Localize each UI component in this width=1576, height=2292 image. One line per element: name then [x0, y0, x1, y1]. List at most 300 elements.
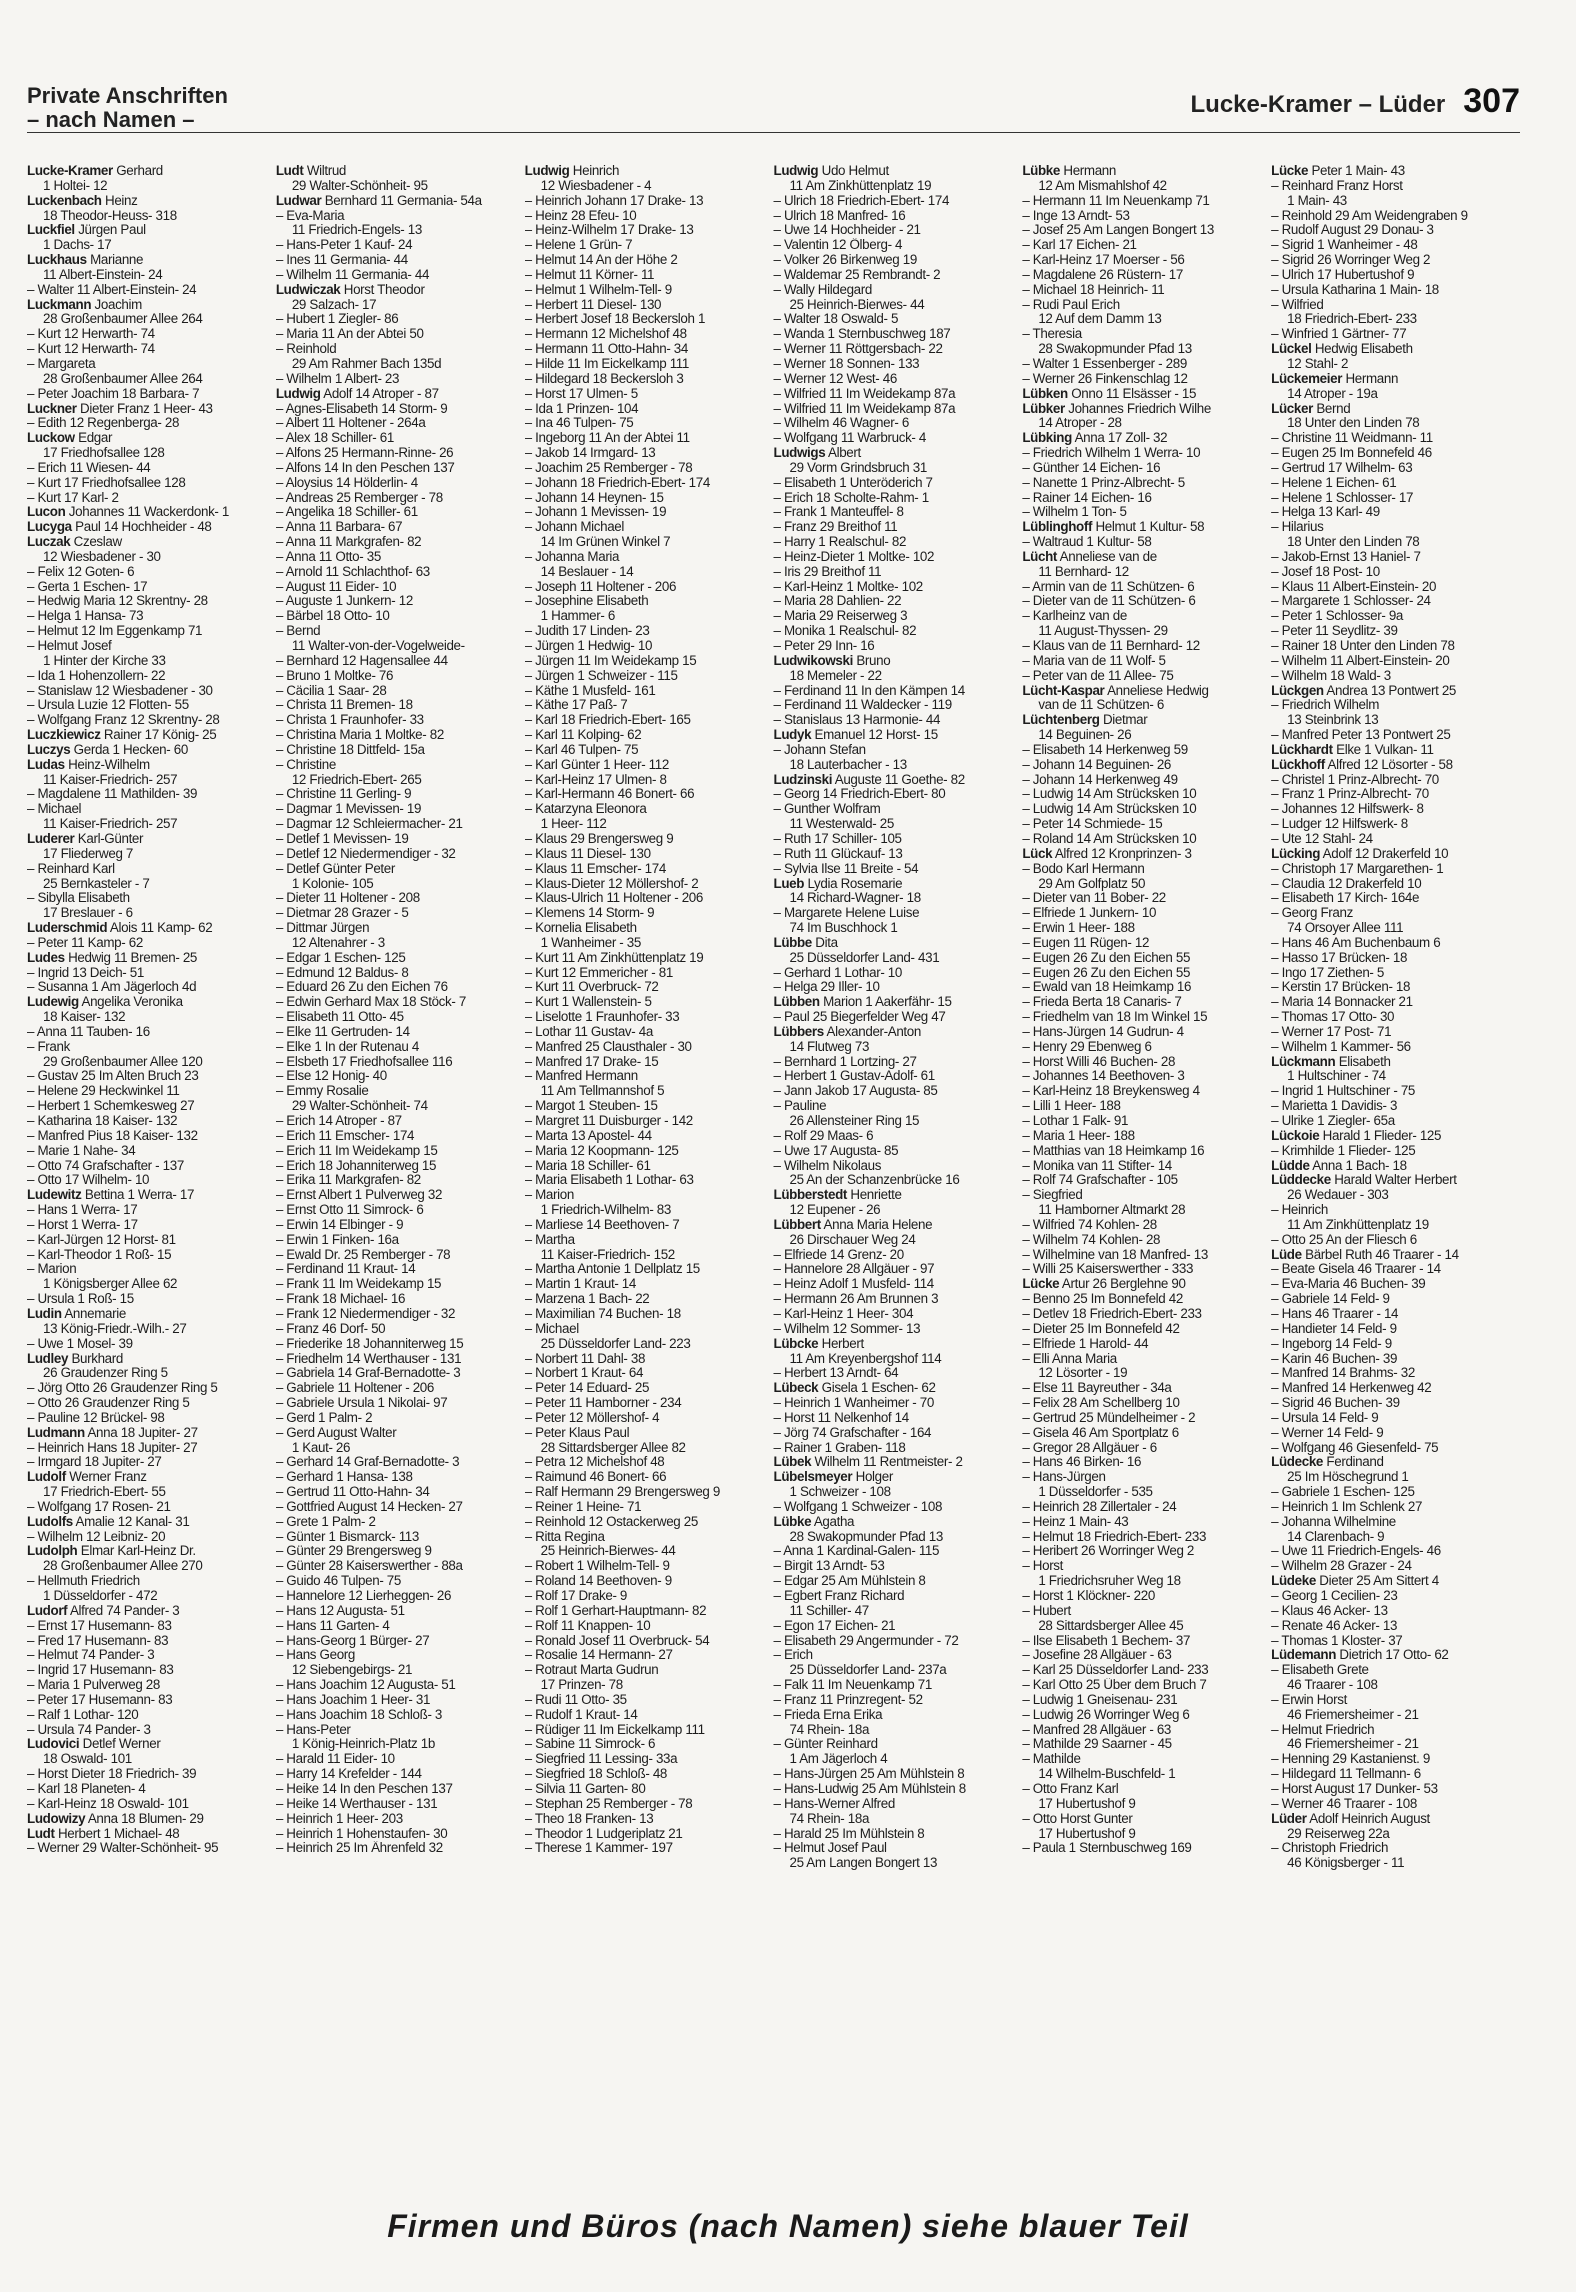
entry-rest: Hans-Jürgen: [1032, 1470, 1106, 1485]
directory-entry-same-surname: – Peter van de 11 Allee- 75: [1022, 668, 1174, 683]
entry-rest: Friedhelm 14 Werthauser - 131: [286, 1351, 462, 1366]
directory-entry-same-surname: – Anna 11 Otto- 35: [275, 549, 381, 564]
directory-entry-same-surname: – Anna 1 Kardinal-Galen- 115: [773, 1544, 940, 1559]
directory-entry-same-surname: – Frank 18 Michael- 16: [275, 1292, 406, 1307]
entry-rest: Gerhard 1 Hansa- 138: [286, 1470, 413, 1485]
directory-entry-same-surname: – Rolf 17 Drake- 9: [524, 1589, 628, 1603]
directory-entry-same-surname: – Kornelia Elisabeth: [524, 921, 637, 936]
entry-rest: Hasso 17 Brücken- 18: [1281, 950, 1408, 965]
directory-entry-same-surname: – Heinrich 25 Im Ährenfeld 32: [275, 1841, 443, 1856]
entry-rest: Dietrich 17 Otto- 62: [1339, 1648, 1449, 1663]
entry-rest: Hedwig Maria 12 Skrentny- 28: [37, 594, 208, 609]
directory-entry-same-surname: – Peter 11 Kamp- 62: [27, 935, 143, 950]
entry-rest: Gerhard 1 Lothar- 10: [783, 965, 903, 980]
directory-entry-continuation: 17 Hubertushof 9: [1038, 1796, 1136, 1811]
directory-entry-same-surname: – Edgar 1 Eschen- 125: [275, 950, 406, 965]
directory-entry-same-surname: – Johanna Wilhelmine: [1271, 1514, 1396, 1529]
directory-entry-same-surname: – Pauline: [773, 1099, 827, 1114]
directory-entry-continuation: 1 Kaut- 26: [291, 1440, 351, 1455]
directory-entry-same-surname: – Wilhelm 1 Kammer- 56: [1271, 1039, 1411, 1054]
directory-entry-same-surname: – Fred 17 Husemann- 83: [27, 1633, 169, 1648]
surname: Lucke-Kramer: [27, 164, 113, 178]
directory-entry-continuation: 28 Sittardsberger Allee 82: [540, 1440, 686, 1455]
directory-entry-same-surname: – Ulrich 18 Manfred- 16: [773, 208, 906, 223]
directory-entry-same-surname: – Thomas 17 Otto- 30: [1271, 1010, 1395, 1025]
directory-entry-same-surname: – Maria 1 Heer- 188: [1022, 1128, 1135, 1143]
directory-entry-same-surname: – Gertrud 11 Otto-Hahn- 34: [275, 1485, 430, 1500]
directory-entry-same-surname: – Johann 14 Beguinen- 26: [1022, 757, 1172, 772]
directory-entry-head: [1271, 1455, 1514, 1470]
directory-entry-same-surname: – Helmut 12 Im Eggenkamp 71: [27, 624, 203, 639]
directory-entry-same-surname: – Beate Gisela 46 Traarer - 14: [1271, 1262, 1441, 1277]
entry-rest: Ewald Dr. 25 Remberger - 78: [286, 1247, 451, 1262]
directory-entry-same-surname: – Horst Willi 46 Buchen- 28: [1022, 1054, 1176, 1069]
entry-rest: Rolf 11 Knappen- 10: [535, 1618, 651, 1633]
directory-entry-same-surname: – Maria 12 Koopmann- 125: [524, 1143, 679, 1158]
directory-entry-same-surname: – Ludwig 14 Am Strücksken 10: [1022, 802, 1197, 817]
directory-entry-same-surname: – Ronald Josef 11 Overbruck- 54: [524, 1633, 710, 1648]
directory-entry-same-surname: – Manfred Peter 13 Pontwert 25: [1271, 728, 1451, 743]
entry-rest: Erich 11 Emscher- 174: [286, 1128, 415, 1143]
running-head-line1: Private Anschriften: [27, 83, 228, 108]
surname: Lübbert: [773, 1217, 821, 1232]
directory-entry-head: [27, 995, 270, 1010]
directory-entry-head: [27, 194, 270, 209]
entry-rest: Klaus 11 Emscher- 174: [535, 861, 666, 876]
directory-entry-same-surname: – Theodor 1 Ludgeriplatz 21: [524, 1826, 683, 1841]
entry-rest: Herbert 1 Gustav-Adolf- 61: [783, 1069, 935, 1084]
directory-entry-same-surname: – Erich: [773, 1648, 813, 1663]
entry-rest: Elisabeth 1 Unteröderich 7: [783, 475, 933, 490]
entry-rest: Ludger 12 Hilfswerk- 8: [1281, 817, 1408, 832]
directory-entry-same-surname: – Bernd: [275, 624, 321, 639]
directory-entry-same-surname: – Albert 11 Holtener - 264a: [275, 416, 426, 431]
directory-entry-same-surname: – Hans 12 Augusta- 51: [275, 1603, 405, 1618]
directory-entry-same-surname: – Paul 25 Biegerfelder Weg 47: [773, 1010, 946, 1025]
directory-entry-same-surname: – Wilhelm 74 Kohlen- 28: [1022, 1232, 1161, 1247]
entry-rest: Udo Helmut: [821, 164, 889, 178]
directory-entry-same-surname: – Norbert 11 Dahl- 38: [524, 1351, 646, 1366]
entry-rest: Franz 46 Dorf- 50: [286, 1321, 386, 1336]
entry-rest: Herbert 1 Schemkesweg 27: [37, 1099, 195, 1114]
directory-entry-continuation: 1 Düsseldorfer - 472: [43, 1589, 158, 1603]
directory-entry-same-surname: – Lilli 1 Heer- 188: [1022, 1099, 1121, 1114]
directory-entry-same-surname: – Horst 1 Klöckner- 220: [1022, 1589, 1155, 1603]
directory-entry-continuation: 1 Hultschiner - 74: [1287, 1069, 1386, 1084]
entry-rest: Margarete 1 Schlosser- 24: [1281, 594, 1431, 609]
entry-rest: Heinz-Wilhelm: [68, 757, 150, 772]
directory-entry-head: [27, 520, 270, 535]
surname: Lüdeke: [1271, 1574, 1316, 1589]
entry-rest: Dita: [815, 935, 838, 950]
entry-rest: Helga 29 Iller- 10: [783, 980, 880, 995]
entry-rest: Arnold 11 Schlachthof- 63: [285, 564, 430, 579]
directory-entry-same-surname: – Wilhelm 11 Germania- 44: [275, 267, 430, 282]
entry-rest: Heinrich 1 Im Schlenk 27: [1281, 1499, 1423, 1514]
directory-entry-same-surname: – Rainer 14 Eichen- 16: [1022, 490, 1152, 505]
directory-entry-same-surname: – Karl 46 Tulpen- 75: [524, 742, 639, 757]
directory-entry-same-surname: – Volker 26 Birkenweg 19: [773, 253, 917, 268]
directory-entry-same-surname: – Kurt 12 Herwarth- 74: [27, 327, 155, 342]
entry-rest: Wolfgang 17 Rosen- 21: [37, 1499, 171, 1514]
directory-entry-same-surname: – Waldemar 25 Rembrandt- 2: [773, 267, 941, 282]
entry-rest: Handieter 14 Feld- 9: [1281, 1321, 1397, 1336]
directory-entry-same-surname: – Hasso 17 Brücken- 18: [1271, 950, 1408, 965]
entry-rest: Heinz-Dieter 1 Moltke- 102: [783, 549, 935, 564]
directory-entry-continuation: 74 Im Buschhock 1: [789, 921, 898, 936]
directory-entry-continuation: 11 Am Zinkhüttenplatz 19: [1287, 1217, 1429, 1232]
directory-entry-same-surname: – Wilfried: [1271, 297, 1324, 312]
directory-entry-same-surname: – Werner 14 Feld- 9: [1271, 1425, 1384, 1440]
entry-rest: Karl-Günter: [77, 831, 144, 846]
entry-rest: Elfriede 1 Junkern- 10: [1032, 906, 1157, 921]
entry-rest: Karl-Heinz 17 Moerser - 56: [1032, 253, 1185, 268]
entry-rest: Inge 13 Arndt- 53: [1032, 208, 1130, 223]
entry-rest: Maria van de 11 Wolf- 5: [1032, 653, 1166, 668]
entry-rest: Johannes Friedrich Wilhe: [1068, 401, 1211, 416]
entry-rest: Erich 18 Scholte-Rahm- 1: [783, 490, 929, 505]
directory-entry-same-surname: – Hans-Jürgen: [1022, 1470, 1106, 1485]
entry-rest: Käthe 1 Musfeld- 161: [535, 683, 656, 698]
entry-rest: Johann 1 Mevissen- 19: [535, 505, 667, 520]
entry-rest: Elke 11 Gertruden- 14: [286, 1024, 410, 1039]
directory-entry-same-surname: – Robert 1 Wilhelm-Tell- 9: [524, 1559, 670, 1574]
directory-entry-same-surname: – Maximilian 74 Buchen- 18: [524, 1306, 681, 1321]
directory-entry-same-surname: – Werner 12 West- 46: [773, 371, 897, 386]
entry-rest: Franz 11 Prinzregent- 52: [783, 1692, 923, 1707]
directory-entry-same-surname: – Maria 28 Dahlien- 22: [773, 594, 902, 609]
entry-rest: Norbert 1 Kraut- 64: [535, 1366, 644, 1381]
directory-entry-same-surname: – Gustav 25 Im Alten Bruch 23: [27, 1069, 199, 1084]
surname: Luckner: [27, 401, 77, 416]
entry-rest: Kurt 17 Friedhofsallee 128: [37, 475, 186, 490]
entry-rest: Robert 1 Wilhelm-Tell- 9: [535, 1559, 670, 1574]
directory-entry-same-surname: – Maria 18 Schiller- 61: [524, 1158, 651, 1173]
directory-entry-same-surname: – Gerta 1 Eschen- 17: [27, 579, 148, 594]
directory-entry-head: [27, 253, 270, 268]
entry-rest: Klaus 11 Albert-Einstein- 20: [1281, 579, 1437, 594]
directory-entry-same-surname: – Horst August 17 Dunker- 53: [1271, 1781, 1438, 1796]
directory-entry-continuation: 17 Prinzen- 78: [540, 1678, 623, 1693]
directory-entry-same-surname: – Marta 13 Apostel- 44: [524, 1128, 652, 1143]
entry-rest: Frieda Erna Erika: [783, 1707, 883, 1722]
entry-rest: Hans 1 Werra- 17: [37, 1203, 138, 1218]
directory-entry-continuation: 28 Großenbaumer Allee 264: [43, 312, 203, 327]
entry-rest: Franz 29 Breithof 11: [783, 520, 898, 535]
directory-entry-same-surname: – Christine 11 Gerling- 9: [275, 787, 412, 802]
directory-entry-same-surname: – Heinz 1 Main- 43: [1022, 1514, 1129, 1529]
directory-entry-continuation: 1 Main- 43: [1287, 193, 1347, 208]
entry-rest: Grete 1 Palm- 2: [286, 1514, 376, 1529]
directory-entry-same-surname: – Theresia: [1022, 327, 1082, 342]
entry-rest: Andrea 13 Pontwert 25: [1326, 683, 1457, 698]
directory-entry-same-surname: – Günter Reinhard: [773, 1737, 878, 1752]
entry-rest: Lothar 11 Gustav- 4a: [535, 1024, 653, 1039]
entry-rest: Alexander-Anton: [826, 1024, 921, 1039]
entry-rest: Dieter 25 Im Bonnefeld 42: [1032, 1321, 1180, 1336]
directory-entry-same-surname: – Peter 12 Möllershof- 4: [524, 1410, 660, 1425]
entry-rest: Hermann 26 Am Brunnen 3: [783, 1292, 939, 1307]
entry-rest: Bernhard 1 Lortzing- 27: [783, 1054, 917, 1069]
entry-rest: Elfriede 14 Grenz- 20: [783, 1247, 904, 1262]
directory-entry-same-surname: – Käthe 17 Paß- 7: [524, 698, 628, 713]
entry-rest: Bernd: [1316, 401, 1351, 416]
entry-rest: Maria Elisabeth 1 Lothar- 63: [535, 1173, 694, 1188]
directory-entry-continuation: 1 Holtei- 12: [43, 178, 108, 193]
entry-rest: Hermann: [1063, 164, 1116, 178]
directory-entry-same-surname: – Rüdiger 11 Im Eickelkamp 111: [524, 1722, 705, 1737]
entry-rest: Monika 1 Realschul- 82: [783, 624, 917, 639]
entry-rest: Ruth 11 Glückauf- 13: [783, 846, 903, 861]
directory-entry-same-surname: – Wolfgang 11 Warbruck- 4: [773, 431, 926, 446]
entry-rest: Helmut 12 Im Eggenkamp 71: [37, 624, 203, 639]
entry-rest: Friedhelm van 18 Im Winkel 15: [1032, 1010, 1208, 1025]
directory-entry-same-surname: – Horst 1 Werra- 17: [27, 1217, 138, 1232]
entry-rest: Benno 25 Im Bonnefeld 42: [1032, 1292, 1183, 1307]
directory-entry-same-surname: – Waltraud 1 Kultur- 58: [1022, 535, 1152, 550]
directory-entry-same-surname: – Alfons 25 Hermann-Rinne- 26: [275, 446, 454, 461]
surname: Lückhardt: [1271, 742, 1333, 757]
directory-entry-continuation: 29 Vorm Grindsbruch 31: [789, 460, 927, 475]
directory-entry-same-surname: – Hans-Peter 1 Kauf- 24: [275, 238, 413, 253]
directory-entry-same-surname: – Dietmar 28 Grazer - 5: [275, 906, 409, 921]
entry-rest: Jörg 74 Grafschafter - 164: [783, 1425, 932, 1440]
directory-entry-continuation: 1 Hinter der Kirche 33: [43, 653, 166, 668]
directory-entry-same-surname: – Maria Elisabeth 1 Lothar- 63: [524, 1173, 694, 1188]
directory-entry-continuation: 17 Hubertushof 9: [1038, 1826, 1136, 1841]
directory-entry-same-surname: – Wilhelm 1 Ton- 5: [1022, 505, 1127, 520]
directory-entry-same-surname: – Eva-Maria 46 Buchen- 39: [1271, 1277, 1426, 1292]
directory-entry-same-surname: – Edith 12 Regenberga- 28: [27, 416, 180, 431]
entry-rest: Henning 29 Kastanienst. 9: [1281, 1752, 1430, 1767]
directory-entry-same-surname: – Judith 17 Linden- 23: [524, 624, 650, 639]
directory-entry-same-surname: – Wally Hildegard: [773, 282, 872, 297]
directory-entry-same-surname: – Rolf 29 Maas- 6: [773, 1128, 874, 1143]
directory-entry-same-surname: – Gabriele 14 Feld- 9: [1271, 1292, 1390, 1307]
directory-entry-same-surname: – Ruth 11 Glückauf- 13: [773, 846, 903, 861]
directory-entry-same-surname: – Alex 18 Schiller- 61: [275, 431, 394, 446]
directory-entry-same-surname: – Wolfgang 1 Schweizer - 108: [773, 1499, 943, 1514]
entry-rest: Elisabeth 17 Kirch- 164e: [1281, 891, 1420, 906]
entry-rest: Christine: [286, 757, 336, 772]
entry-rest: Günter 28 Kaiserswerther - 88a: [286, 1559, 463, 1574]
entry-rest: Marion: [535, 1188, 574, 1203]
directory-entry-continuation: 26 Dirschauer Weg 24: [789, 1232, 916, 1247]
entry-rest: Krimhilde 1 Flieder- 125: [1281, 1143, 1416, 1158]
entry-rest: Otto 26 Graudenzer Ring 5: [37, 1396, 190, 1411]
entry-rest: Wolfgang Franz 12 Skrentny- 28: [37, 713, 220, 728]
entry-rest: Paul 14 Hochheider - 48: [75, 520, 212, 535]
entry-rest: Ulrike 1 Ziegler- 65a: [1281, 1114, 1395, 1128]
entry-rest: Ingrid 17 Husemann- 83: [37, 1663, 174, 1678]
directory-entry-same-surname: – Hans Georg: [275, 1648, 355, 1663]
directory-entry-same-surname: – Norbert 1 Kraut- 64: [524, 1366, 644, 1381]
directory-entry-same-surname: – Klaus 11 Diesel- 130: [524, 846, 651, 861]
directory-entry-same-surname: – Karin 46 Buchen- 39: [1271, 1351, 1398, 1366]
directory-entry-continuation: 25 An der Schanzenbrücke 16: [789, 1173, 960, 1188]
directory-entry-same-surname: – Sigrid 46 Buchen- 39: [1271, 1396, 1400, 1411]
entry-rest: Wilfried 74 Kohlen- 28: [1032, 1217, 1157, 1232]
directory-column: [1271, 164, 1520, 2170]
directory-entry-same-surname: – Joseph 11 Holtener - 206: [524, 579, 677, 594]
entry-rest: Raimund 46 Bonert- 66: [535, 1470, 667, 1485]
entry-rest: Anna 11 Tauben- 16: [36, 1024, 150, 1039]
entry-rest: Elisabeth 14 Herkenweg 59: [1032, 742, 1188, 757]
directory-entry-head: [1022, 520, 1265, 535]
directory-entry-same-surname: – Maria 1 Pulverweg 28: [27, 1678, 160, 1693]
directory-entry-head: [773, 936, 1016, 951]
directory-entry-head: [27, 921, 270, 936]
directory-entry-same-surname: – Siegfried 11 Lessing- 33a: [524, 1752, 678, 1767]
surname: Luczak: [27, 535, 71, 550]
entry-rest: Wilhelm 1 Kammer- 56: [1281, 1039, 1411, 1054]
entry-rest: Ulrich 17 Hubertushof 9: [1281, 267, 1415, 282]
entry-rest: Eva-Maria: [286, 208, 345, 223]
entry-rest: Elke 1 Vulkan- 11: [1336, 742, 1434, 757]
entry-rest: Christoph Friedrich: [1281, 1841, 1389, 1856]
entry-rest: Hans-Jürgen 25 Am Mühlstein 8: [783, 1767, 965, 1782]
directory-entry-continuation: 17 Fliederweg 7: [43, 846, 134, 861]
entry-rest: Roland 14 Beethoven- 9: [535, 1574, 672, 1589]
directory-entry-same-surname: – Gabriela 14 Graf-Bernadotte- 3: [275, 1366, 461, 1381]
surname: Lübek: [773, 1455, 812, 1470]
directory-entry-same-surname: – Mathilde 29 Saarner - 45: [1022, 1737, 1172, 1752]
directory-entry-same-surname: – Hedwig Maria 12 Skrentny- 28: [27, 594, 208, 609]
entry-rest: Adolf 12 Drakerfeld 10: [1322, 846, 1449, 861]
directory-entry-continuation: 18 Unter den Linden 78: [1287, 535, 1420, 550]
entry-rest: Otto 74 Grafschafter - 137: [37, 1158, 184, 1173]
entry-rest: Christa 11 Bremen- 18: [286, 698, 413, 713]
directory-entry-continuation: 11 Friedrich-Engels- 13: [291, 223, 422, 238]
entry-rest: Peter 12 Möllershof- 4: [535, 1410, 660, 1425]
directory-entry-same-surname: – Friedrich Wilhelm: [1271, 698, 1380, 713]
entry-rest: Bärbel 18 Otto- 10: [286, 609, 390, 624]
directory-entry-same-surname: – Ulrich 18 Friedrich-Ebert- 174: [773, 193, 950, 208]
entry-rest: Kurt 11 Am Zinkhüttenplatz 19: [535, 950, 704, 965]
surname: Lübking: [1022, 431, 1072, 446]
entry-rest: Wilhelm 11 Rentmeister- 2: [814, 1455, 963, 1470]
entry-rest: Ingrid 13 Deich- 51: [37, 965, 144, 980]
directory-entry-same-surname: – Gottfried August 14 Hecken- 27: [275, 1499, 463, 1514]
directory-entry-same-surname: – Armin van de 11 Schützen- 6: [1022, 579, 1195, 594]
directory-column: [27, 164, 276, 2170]
entry-rest: Wilhelm 18 Wald- 3: [1281, 668, 1391, 683]
directory-entry-same-surname: – Elsbeth 17 Friedhofsallee 116: [275, 1054, 453, 1069]
directory-entry-same-surname: – Hildegard 11 Tellmann- 6: [1271, 1767, 1421, 1782]
surname: Lücht: [1022, 549, 1058, 564]
directory-entry-same-surname: – Rolf 1 Gerhart-Hauptmann- 82: [524, 1603, 707, 1618]
directory-entry-continuation: 14 Atroper - 19a: [1287, 386, 1378, 401]
entry-rest: Magdalene 26 Rüstern- 17: [1032, 267, 1183, 282]
entry-rest: Wilhelm Nikolaus: [783, 1158, 882, 1173]
directory-entry-same-surname: – Otto Horst Gunter: [1022, 1811, 1133, 1826]
directory-entry-same-surname: – Wilhelm 11 Albert-Einstein- 20: [1271, 653, 1450, 668]
entry-rest: Renate 46 Acker- 13: [1281, 1618, 1398, 1633]
directory-entry-continuation: 12 Eupener - 26: [789, 1203, 881, 1218]
directory-entry-same-surname: – Guido 46 Tulpen- 75: [275, 1574, 401, 1589]
entry-rest: Ronald Josef 11 Overbruck- 54: [535, 1633, 710, 1648]
entry-rest: Jürgen 11 Im Weidekamp 15: [535, 653, 697, 668]
directory-entry-continuation: 26 Allensteiner Ring 15: [789, 1114, 920, 1128]
entry-rest: Johannes 14 Beethoven- 3: [1032, 1069, 1185, 1084]
entry-rest: Rudolf 1 Kraut- 14: [535, 1707, 638, 1722]
directory-entry-same-surname: – Karl-Heinz 17 Moerser - 56: [1022, 253, 1185, 268]
directory-entry-same-surname: – Katarzyna Eleonora: [524, 802, 647, 817]
directory-entry-same-surname: – Werner 26 Finkenschlag 12: [1022, 371, 1188, 386]
directory-entry-same-surname: – Hermann 12 Michelshof 48: [524, 327, 687, 342]
directory-entry-same-surname: – Christoph 17 Margarethen- 1: [1271, 861, 1444, 876]
directory-entry-same-surname: – Harry 14 Krefelder - 144: [275, 1767, 422, 1782]
directory-entry-continuation: 13 König-Friedr.-Wilh.- 27: [43, 1321, 187, 1336]
directory-entry-same-surname: – Hildegard 18 Beckersloh 3: [524, 371, 684, 386]
directory-entry-continuation: 12 Siebengebirgs- 21: [291, 1663, 413, 1678]
directory-entry-same-surname: – Erich 11 Im Weidekamp 15: [275, 1143, 438, 1158]
directory-entry-same-surname: – Wolfgang Franz 12 Skrentny- 28: [27, 713, 220, 728]
directory-entry-same-surname: – Else 12 Honig- 40: [275, 1069, 387, 1084]
directory-entry-continuation: 25 Am Langen Bongert 13: [789, 1856, 938, 1871]
directory-entry-same-surname: – Franz 11 Prinzregent- 52: [773, 1692, 923, 1707]
directory-entry-same-surname: – Rudolf 1 Kraut- 14: [524, 1707, 638, 1722]
surname: Ludzinski: [773, 772, 833, 787]
surname: Lückoie: [1271, 1128, 1320, 1143]
entry-rest: Helmut 14 An der Höhe 2: [535, 253, 678, 268]
directory-entry-same-surname: – Dagmar 1 Mevissen- 19: [275, 802, 422, 817]
surname: Ludolf: [27, 1470, 66, 1485]
directory-entry-same-surname: – Else 11 Bayreuther - 34a: [1022, 1381, 1172, 1396]
directory-entry-same-surname: – Ina 46 Tulpen- 75: [524, 416, 634, 431]
directory-entry-continuation: 12 Auf dem Damm 13: [1038, 312, 1162, 327]
entry-rest: Hans-Peter 1 Kauf- 24: [286, 238, 413, 253]
directory-column: [1022, 164, 1271, 2170]
entry-rest: Maximilian 74 Buchen- 18: [535, 1306, 681, 1321]
directory-entry-head: [1022, 1277, 1265, 1292]
entry-rest: Sibylla Elisabeth: [37, 891, 130, 906]
entry-rest: Armin van de 11 Schützen- 6: [1032, 579, 1195, 594]
directory-entry-same-surname: – Emmy Rosalie: [275, 1084, 369, 1099]
directory-entry-same-surname: – Günter 1 Bismarck- 113: [275, 1529, 420, 1544]
directory-entry-same-surname: – Detlef 1 Mevissen- 19: [275, 831, 409, 846]
entry-rest: Elke 1 In der Rutenau 4: [286, 1039, 419, 1054]
directory-entry-head: [276, 283, 519, 298]
directory-entry-same-surname: – Eugen 26 Zu den Eichen 55: [1022, 965, 1191, 980]
directory-entry-same-surname: – Edgar 25 Am Mühlstein 8: [773, 1574, 926, 1589]
entry-rest: Horst 1 Werra- 17: [37, 1217, 138, 1232]
directory-entry-continuation: 1 Wanheimer - 35: [540, 935, 641, 950]
directory-entry-continuation: 74 Orsoyer Allee 111: [1287, 921, 1404, 936]
directory-entry-same-surname: – Hans-Jürgen 14 Gudrun- 4: [1022, 1024, 1184, 1039]
directory-entry-continuation: 25 Düsseldorfer Land- 237a: [789, 1663, 947, 1678]
entry-rest: Elisabeth Grete: [1281, 1663, 1369, 1678]
entry-rest: Karlheinz van de: [1032, 609, 1127, 624]
directory-entry-head: [27, 832, 270, 847]
surname: Lückemeier: [1271, 371, 1343, 386]
entry-rest: Alois 11 Kamp- 62: [109, 921, 213, 936]
directory-entry-same-surname: – Frank 1 Manteuffel- 8: [773, 505, 904, 520]
directory-entry-same-surname: – Marie 1 Nahe- 34: [27, 1143, 136, 1158]
entry-rest: Hermann 12 Michelshof 48: [535, 327, 687, 342]
surname: Lüdemann: [1271, 1648, 1337, 1663]
directory-entry-same-surname: – Erich 11 Wiesen- 44: [27, 460, 151, 475]
directory-entry-same-surname: – Frank 12 Niedermendiger - 32: [275, 1306, 456, 1321]
directory-entry-same-surname: – Uwe 14 Hochheider - 21: [773, 223, 921, 238]
directory-entry-same-surname: – Otto 26 Graudenzer Ring 5: [27, 1396, 190, 1411]
directory-entry-continuation: 12 Am Mismahlshof 42: [1038, 178, 1167, 193]
directory-entry-same-surname: – Johann 14 Heynen- 15: [524, 490, 664, 505]
directory-entry-same-surname: – Stephan 25 Remberger - 78: [524, 1796, 693, 1811]
entry-rest: Helene 1 Grün- 7: [535, 238, 633, 253]
entry-rest: Katarzyna Eleonora: [535, 802, 647, 817]
entry-rest: Anna 1 Kardinal-Galen- 115: [783, 1544, 940, 1559]
